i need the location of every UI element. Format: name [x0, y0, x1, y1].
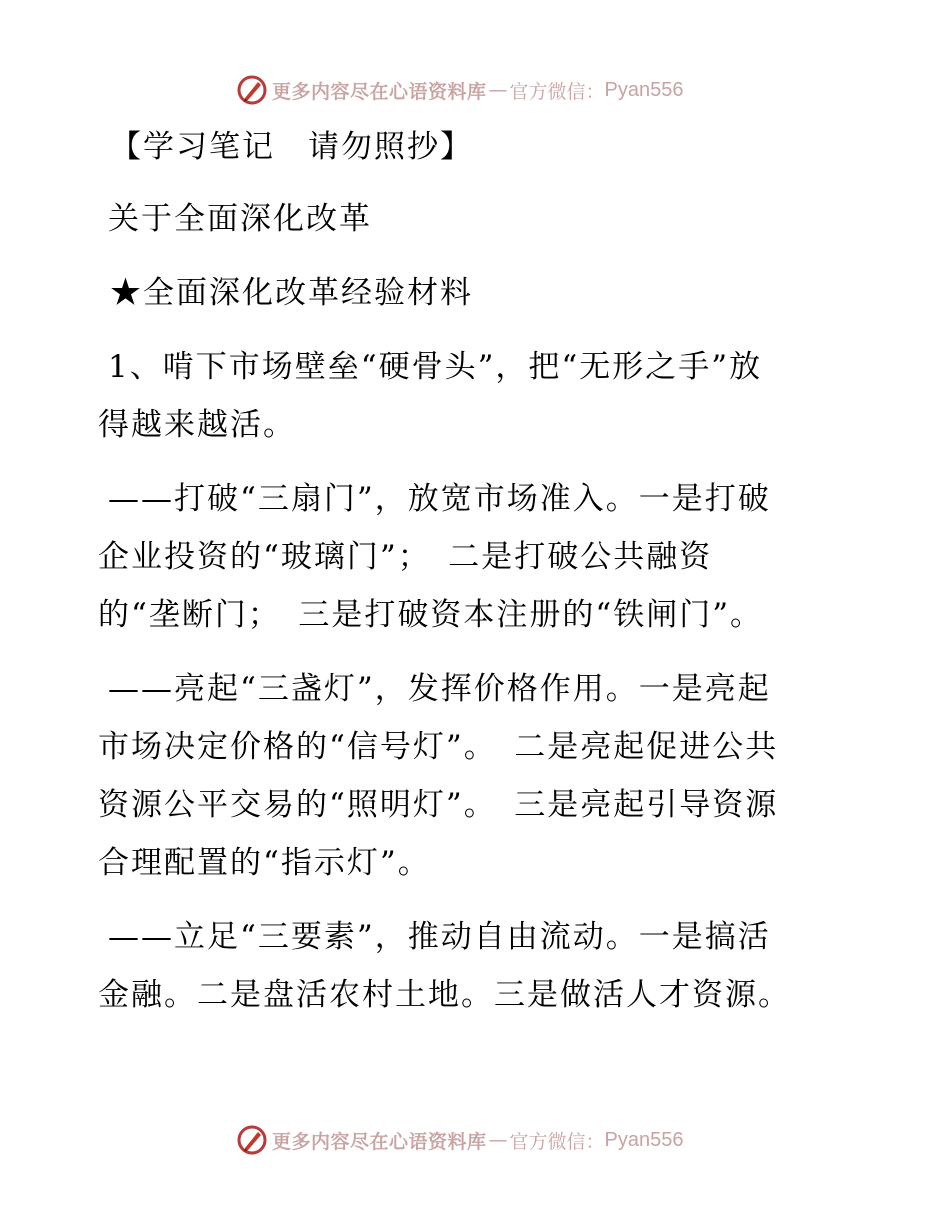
point-1	[98, 338, 858, 454]
banner-main-text: 更多内容尽在心语资料库	[272, 1130, 487, 1153]
section-2-line-2: 市场决定价格的“信号灯”。 二是亮起促进公共	[98, 729, 779, 765]
point-1-line-2: 得越来越活。	[98, 407, 296, 443]
section-three-doors	[98, 470, 858, 644]
banner-separator: —	[488, 1129, 508, 1151]
footer-banner	[236, 1122, 684, 1158]
pen-logo-icon	[236, 74, 268, 106]
pen-logo-icon	[236, 1124, 268, 1156]
banner-wechat-label: 官方微信：	[509, 80, 605, 103]
banner-wechat-id: Pyan556	[604, 1128, 684, 1151]
point-1-line-1: 1、啃下市场壁垒“硬骨头”，把“无形之手”放	[108, 349, 763, 385]
banner-separator: —	[488, 79, 508, 101]
banner-wechat-label: 官方微信：	[509, 1130, 605, 1153]
section-3-line-1: ——立足“三要素”，推动自由流动。一是搞活	[108, 919, 771, 955]
notice-heading: 【学习笔记 请勿照抄】	[110, 129, 473, 165]
section-1-line-3: 的“垄断门； 三是打破资本注册的“铁闸门”。	[98, 597, 764, 633]
topic-heading: 关于全面深化改革	[108, 201, 372, 237]
section-3-line-2: 金融。二是盘活农村土地。三是做活人才资源。	[98, 977, 791, 1013]
section-2-line-3: 资源公平交易的“照明灯”。 三是亮起引导资源	[98, 787, 779, 823]
section-1-line-2: 企业投资的“玻璃门”； 二是打破公共融资	[98, 539, 713, 575]
document-body	[98, 118, 858, 1024]
banner-main-text: 更多内容尽在心语资料库	[272, 80, 487, 103]
header-banner	[236, 72, 684, 108]
section-1-line-1: ——打破“三扇门”，放宽市场准入。一是打破	[108, 481, 771, 517]
banner-wechat-id: Pyan556	[604, 78, 684, 101]
section-three-lights	[98, 660, 858, 892]
section-2-line-4: 合理配置的“指示灯”。	[98, 845, 431, 881]
section-2-line-1: ——亮起“三盏灯”，发挥价格作用。一是亮起	[108, 671, 771, 707]
section-three-elements	[98, 908, 858, 1024]
document-subtitle: ★全面深化改革经验材料	[110, 275, 473, 311]
